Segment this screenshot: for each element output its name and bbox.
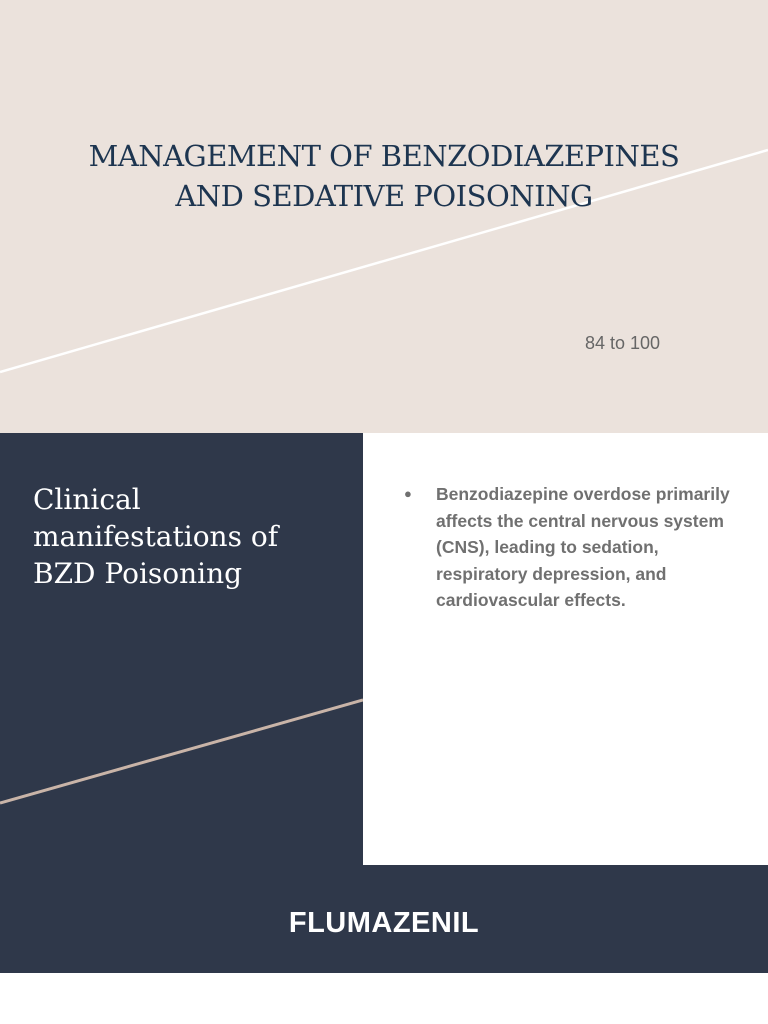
title-slide [0,0,768,433]
bullet-dot-icon: ● [404,486,412,501]
slide-title [0,136,768,216]
content-slide [0,433,768,865]
slide-title-line-1: MANAGEMENT OF BENZODIAZEPINES [88,139,680,173]
bullet-item [404,481,734,614]
decorative-diagonal-line [0,0,768,433]
section-heading: Clinical manifestations of BZD Poisoning [33,483,279,590]
section-heading-panel [0,433,363,865]
bullet-list [404,481,734,614]
page-range: 84 to 100 [585,333,661,353]
section-title: FLUMAZENIL [288,907,480,939]
section-slide [0,865,768,973]
slide-title-line-2: AND SEDATIVE POISONING [175,179,593,213]
bullet-text: Benzodiazepine overdose primarily affects the central nervous system (CNS), leading to sedation, respiratory depression, and cardiovascular effects. [436,484,730,610]
